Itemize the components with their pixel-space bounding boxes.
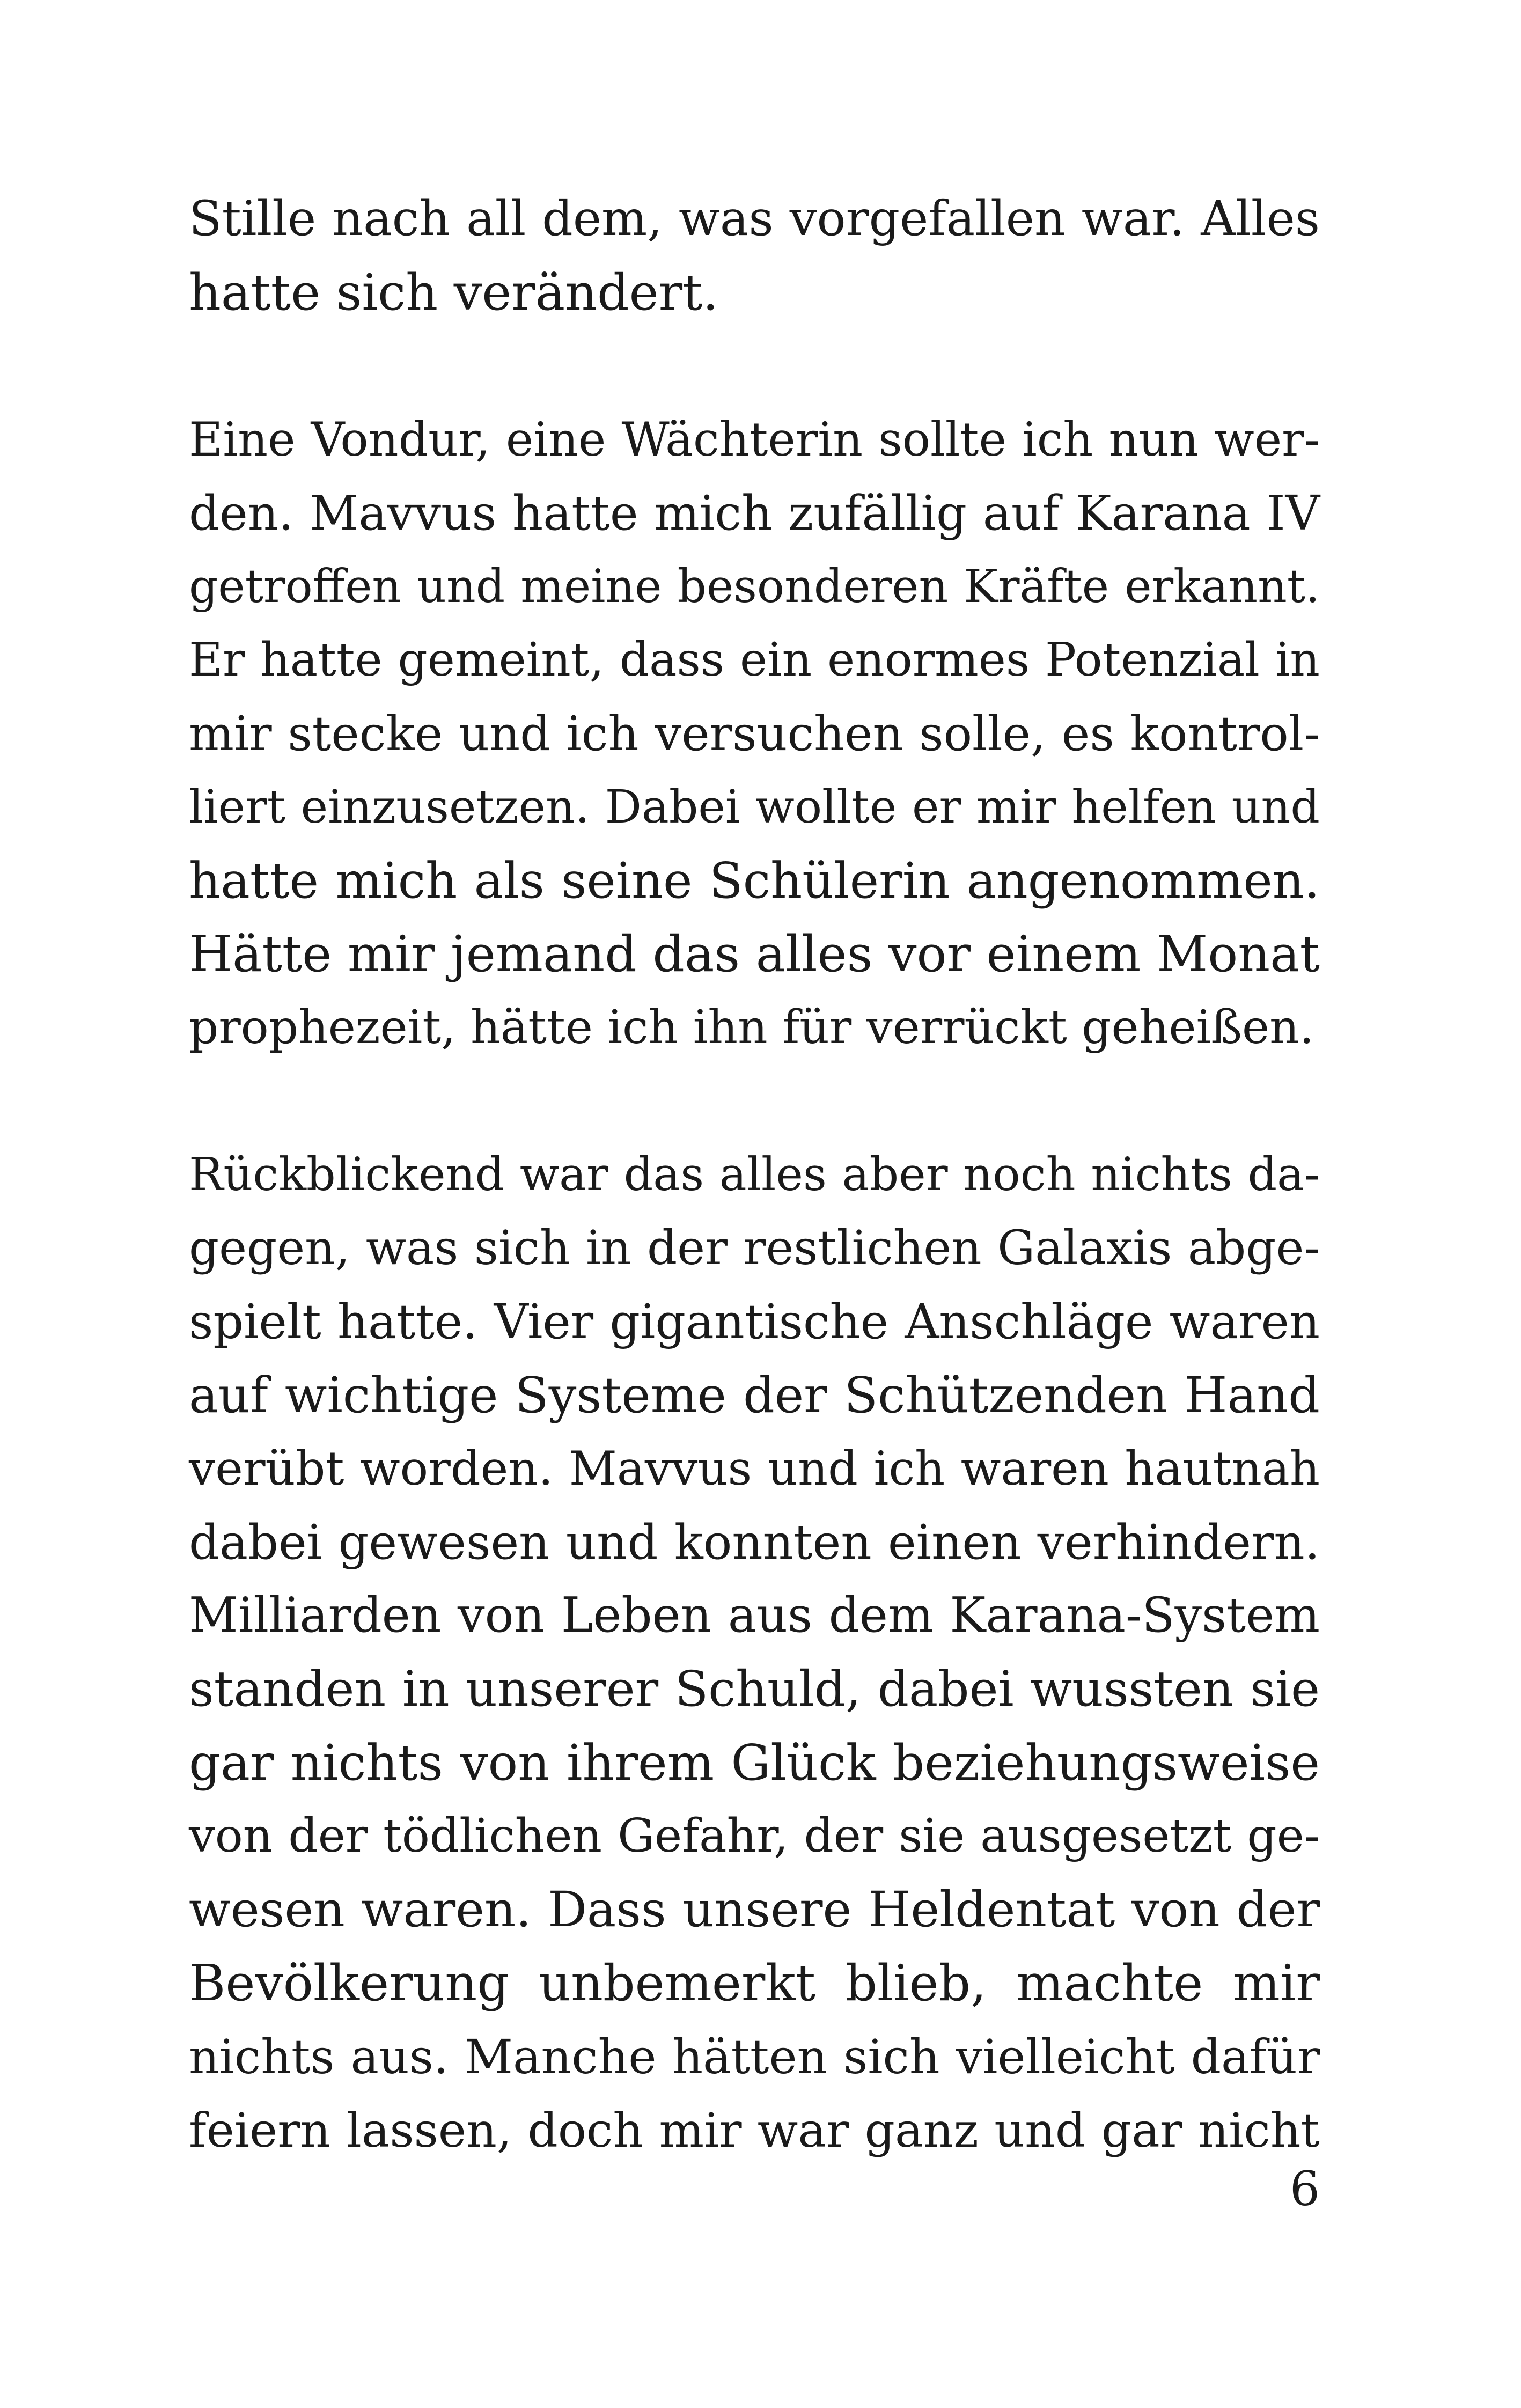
text-line: prophezeit, hätte ich ihn für verrückt geheißen. xyxy=(189,1001,1314,1054)
text-line: mir stecke und ich versuchen solle, es kontrol- xyxy=(189,706,1320,761)
text-line: Stille nach all dem, was vorgefallen war. Alles xyxy=(189,191,1320,247)
text-line: von der tödlichen Gefahr, der sie ausgesetzt ge- xyxy=(189,1809,1320,1863)
text-line: feiern lassen, doch mir war ganz und gar nicht xyxy=(189,2103,1320,2158)
text-line: dabei gewesen und konnten einen verhindern. xyxy=(189,1514,1320,1570)
text-line: gegen, was sich in der restlichen Galaxis abge- xyxy=(189,1221,1320,1275)
paragraph-gap xyxy=(189,1064,1320,1138)
page-number: 6 xyxy=(1290,2161,1320,2216)
text-line: verübt worden. Mavvus und ich waren hautnah xyxy=(189,1441,1320,1496)
text-line: Eine Vondur, eine Wächterin sollte ich nun wer- xyxy=(189,413,1320,467)
text-line: standen in unserer Schuld, dabei wussten sie xyxy=(189,1661,1320,1717)
text-line: Rückblickend war das alles aber noch nichts da- xyxy=(189,1148,1320,1201)
text-line: Bevölkerung unbemerkt blieb, machte mir xyxy=(189,1954,1320,2012)
text-line: Er hatte gemeint, dass ein enormes Potenzial in xyxy=(189,633,1320,687)
text-line: nichts aus. Manche hätten sich vielleicht dafür xyxy=(189,2029,1320,2084)
text-line: den. Mavvus hatte mich zufällig auf Karana IV xyxy=(189,485,1320,541)
text-line: hatte sich verändert. xyxy=(189,263,719,321)
text-line: auf wichtige Systeme der Schützenden Hand xyxy=(189,1367,1320,1424)
body-text xyxy=(189,182,1320,2167)
text-line: Hätte mir jemand das alles vor einem Monat xyxy=(189,925,1320,983)
text-line: hatte mich als seine Schülerin angenommen. xyxy=(189,852,1320,909)
text-line: liert einzusetzen. Dabei wollte er mir helfen und xyxy=(189,781,1320,834)
text-line: Milliarden von Leben aus dem Karana-System xyxy=(189,1588,1320,1643)
text-line: spielt hatte. Vier gigantische Anschläge waren xyxy=(189,1294,1320,1349)
text-line: wesen waren. Dass unsere Heldentat von der xyxy=(189,1882,1320,1938)
paragraph-gap xyxy=(189,329,1320,403)
text-line: getroffen und meine besonderen Kräfte erkannt. xyxy=(189,560,1320,613)
text-line: gar nichts von ihrem Glück beziehungsweise xyxy=(189,1734,1320,1792)
